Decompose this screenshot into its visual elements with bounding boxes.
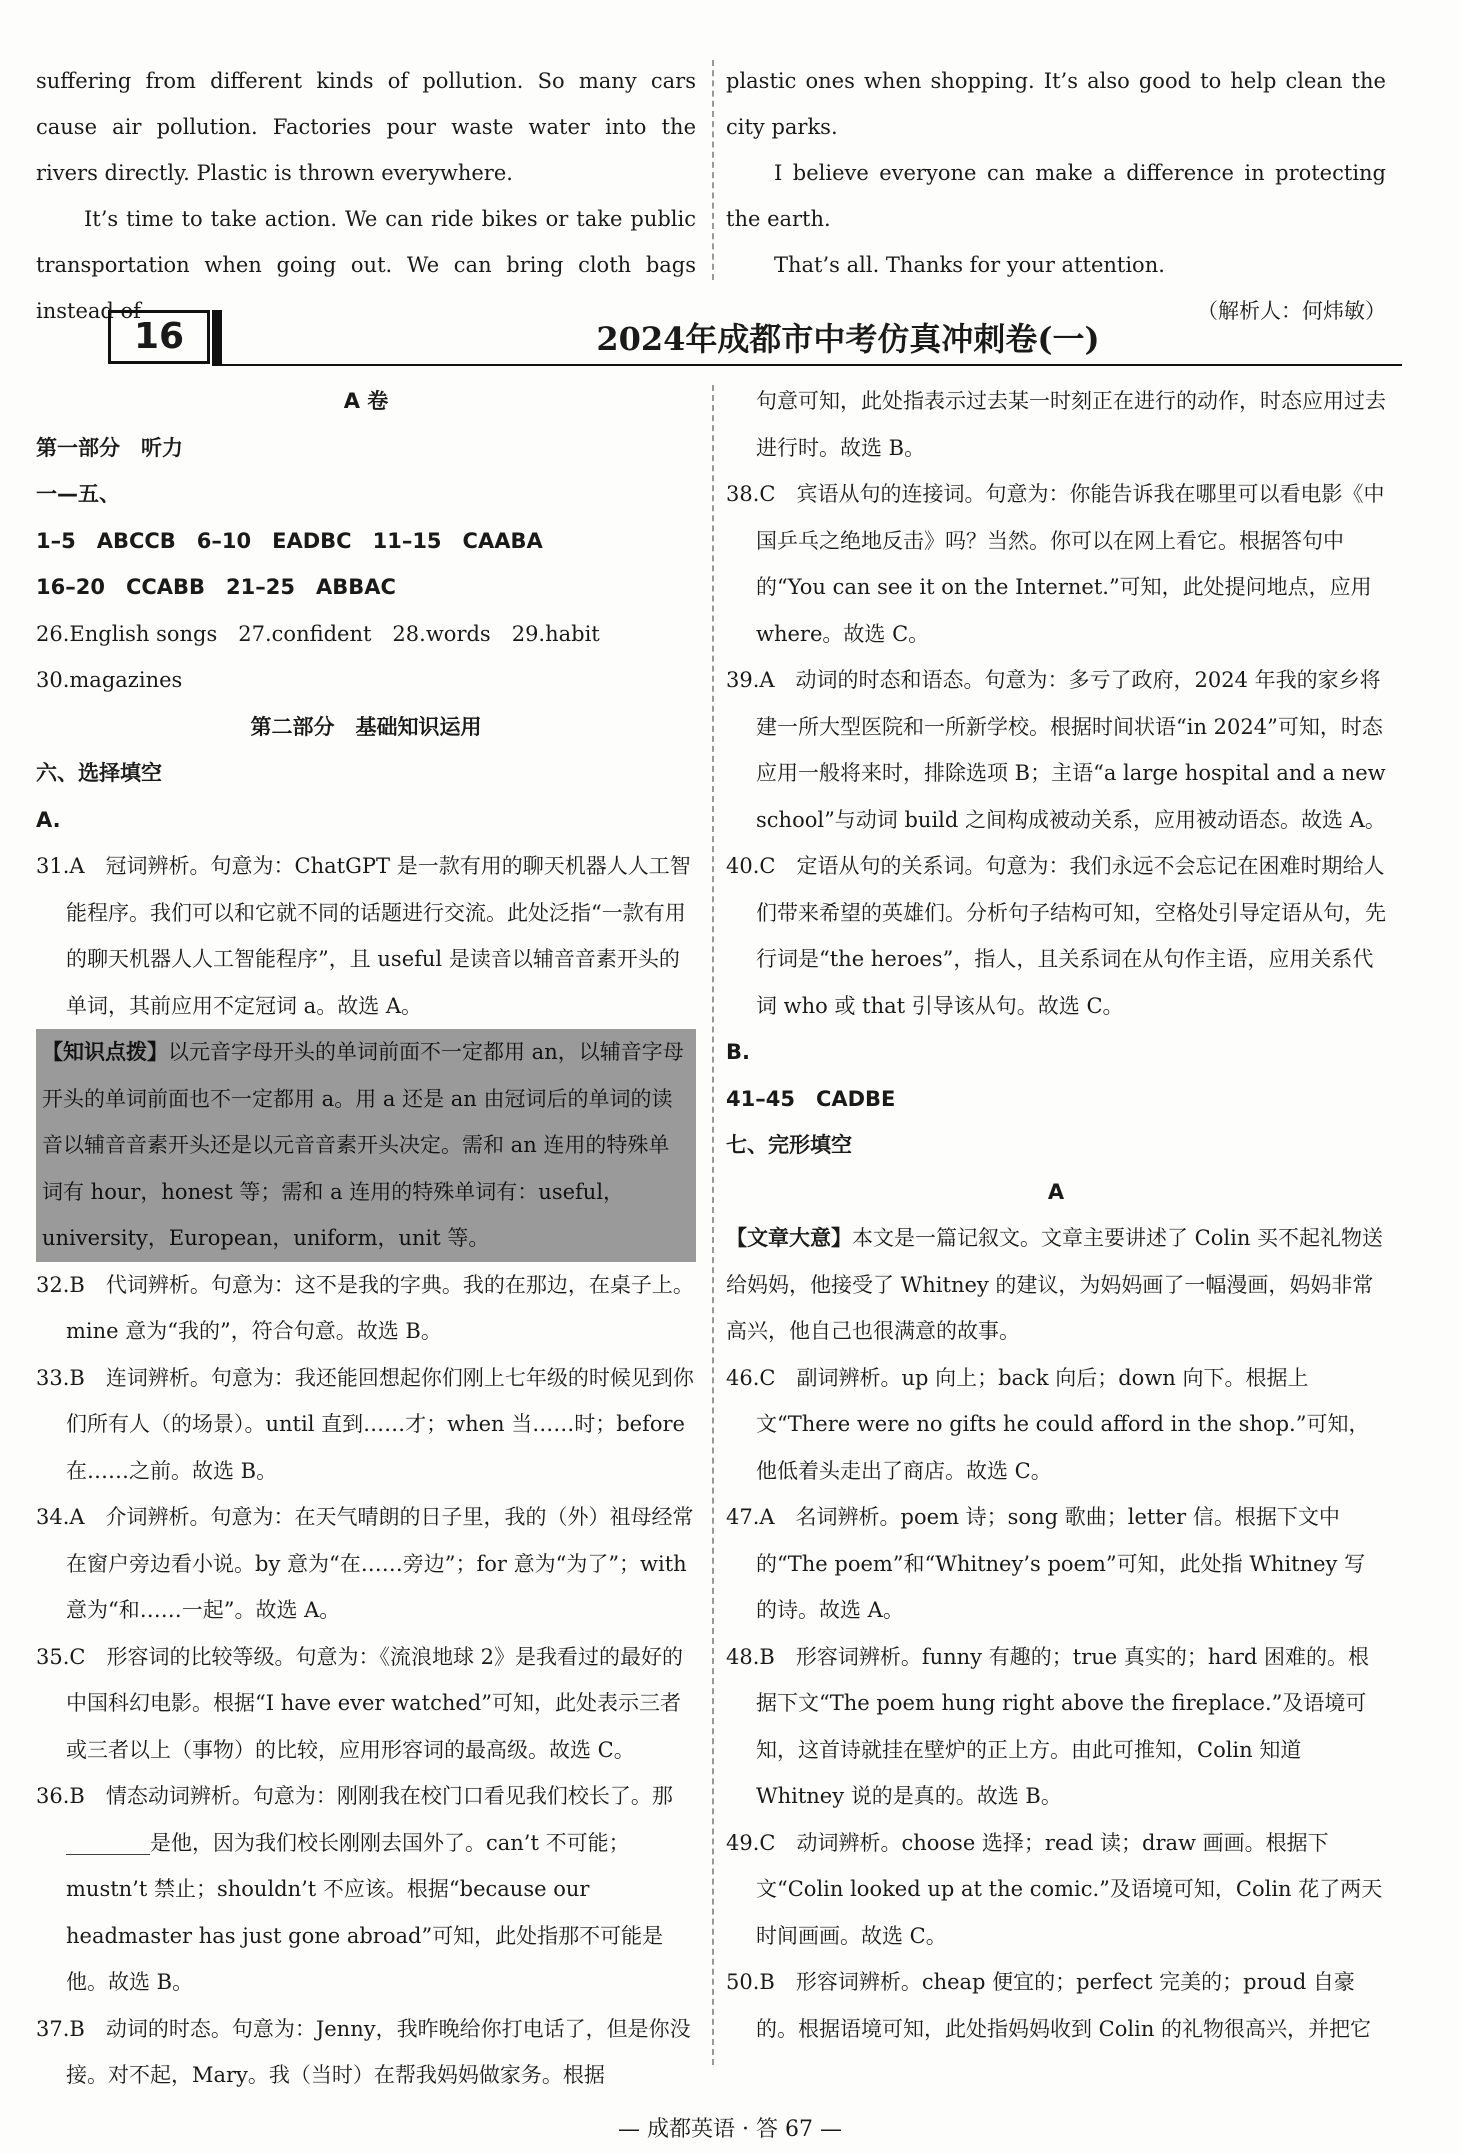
question-explanation: 32.B 代词辨析。句意为：这不是我的字典。我的在那边，在桌子上。mine 意为“我的”，符合句意。故选 B。	[36, 1272, 694, 1343]
question-explanation: 38.C 宾语从句的连接词。句意为：你能告诉我在哪里可以看电影《中国乒乓之绝地反击》吗？当然。你可以在网上看它。根据答句中的“You can see it on the Internet.”可知，此处提问地点，应用 where。故选 C。	[726, 482, 1385, 646]
question-explanation: 34.A 介词辨析。句意为：在天气晴朗的日子里，我的（外）祖母经常在窗户旁边看小说。by 意为“在……旁边”；for 意为“为了”；with 意为“和……一起”。故选 A。	[36, 1505, 694, 1622]
column-divider	[712, 60, 714, 280]
section-banner	[108, 310, 1388, 362]
column-divider	[712, 385, 714, 2065]
tip-text: 以元音字母开头的单词前面不一定都用 an，以辅音字母开头的单词前面也不一定都用 a。用 a 还是 an 由冠词后的单词的读音以辅音音素开头还是以元音音素开头决定。需和 an 连用的特殊单词有 hour，honest 等；需和 a 连用的特殊单词有：useful，university，European，uniform，unit 等。	[42, 1040, 684, 1250]
question-explanation: 36.B 情态动词辨析。句意为：刚刚我在校门口看见我们校长了。那________是他，因为我们校长刚刚去国外了。can’t 不可能；mustn’t 禁止；shouldn’t 不应该。根据“because our headmaster has just gone abroad”可知，此处指那不可能是他。故选 B。	[36, 1784, 673, 1994]
tip-tag: 【知识点拨】	[42, 1039, 168, 1064]
question-explanation: 49.C 动词辨析。choose 选择；read 读；draw 画画。根据下文“Colin looked up at the comic.”及语境可知，Colin 花了两天时间画画。故选 C。	[726, 1830, 1383, 1948]
subsection-heading: A.	[36, 807, 61, 832]
question-explanation: 47.A 名词辨析。poem 诗；song 歌曲；letter 信。根据下文中的“The poem”和“Whitney’s poem”可知，此处指 Whitney 写的诗。故选 A。	[726, 1505, 1366, 1622]
answer-row: 26.English songs 27.confident 28.words 29.habit	[36, 621, 600, 646]
answer-row: 30.magazines	[36, 668, 183, 692]
passage-right	[726, 58, 1386, 334]
question-explanation: 31.A 冠词辨析。句意为：ChatGPT 是一款有用的聊天机器人人工智能程序。我们可以和它就不同的话题进行交流。此处泛指“一款有用的聊天机器人人工智能程序”，且 useful 是读音以辅音音素开头的单词，其前应用不定冠词 a。故选 A。	[36, 854, 691, 1018]
part-heading: 第一部分 听力	[36, 435, 183, 460]
right-column	[726, 378, 1386, 2052]
paragraph: plastic ones when shopping. It’s also good to help clean the city parks.	[726, 69, 1386, 139]
banner-rule	[212, 364, 1402, 366]
range-label: 一—五、	[36, 482, 120, 506]
question-explanation: 46.C 副词辨析。up 向上；back 向后；down 向下。根据上文“There were no gifts he could afford in the shop.”可知，他低着头走出了商店。故选 C。	[726, 1365, 1370, 1483]
question-explanation: 33.B 连词辨析。句意为：我还能回想起你们刚上七年级的时候见到你们所有人（的场景）。until 直到……才；when 当……时；before 在……之前。故选 B。	[36, 1365, 694, 1483]
passage-left	[36, 58, 696, 334]
question-explanation: 35.C 形容词的比较等级。句意为：《流浪地球 2》是我看过的最好的中国科幻电影。根据“I have ever watched”可知，此处表示三者或三者以上（事物）的比较，应用形容词的最高级。故选 C。	[36, 1644, 683, 1762]
gist-text: 本文是一篇记叙文。文章主要讲述了 Colin 买不起礼物送给妈妈，他接受了 Whitney 的建议，为妈妈画了一幅漫画，妈妈非常高兴，他自己也很满意的故事。	[726, 1226, 1384, 1343]
section-title: 2024年成都市中考仿真冲刺卷(一)	[596, 320, 1100, 358]
section-heading: 七、完形填空	[726, 1133, 852, 1157]
answer-row: 1–5 ABCCB 6–10 EADBC 11–15 CAABA	[36, 528, 543, 553]
answer-row: 16–20 CCABB 21–25 ABBAC	[36, 575, 396, 599]
passage-heading: A	[1047, 1179, 1065, 1204]
section-number: 16	[108, 310, 210, 364]
paragraph: It’s time to take action. We can ride bikes or take public transportation when going out. We can bring cloth bags instead of	[36, 207, 696, 323]
left-column	[36, 378, 696, 2099]
banner-bar	[212, 310, 222, 364]
question-explanation: 37.B 动词的时态。句意为：Jenny，我昨晚给你打电话了，但是你没接。对不起，Mary。我（当时）在帮我妈妈做家务。根据	[36, 2016, 691, 2087]
part-heading: 第二部分 基础知识运用	[250, 714, 482, 739]
question-explanation: 句意可知，此处指表示过去某一时刻正在进行的动作，时态应用过去进行时。故选 B。	[756, 389, 1386, 460]
question-explanation: 48.B 形容词辨析。funny 有趣的；true 真实的；hard 困难的。根据下文“The poem hung right above the fireplace.”及语境可知，这首诗就挂在壁炉的正上方。由此可推知，Colin 知道 Whitney 说的是真的。故选 B。	[726, 1644, 1370, 1808]
question-explanation: 40.C 定语从句的关系词。句意为：我们永远不会忘记在困难时期给人们带来希望的英雄们。分析句子结构可知，空格处引导定语从句，先行词是“the heroes”，指人，且关系词在从句作主语，应用关系代词 who 或 that 引导该从句。故选 C。	[726, 854, 1386, 1018]
volume-heading: A 卷	[343, 389, 389, 413]
passage-gist	[726, 1215, 1386, 1355]
page-footer: — 成都英语 · 答 67 —	[618, 2117, 842, 2142]
paragraph: That’s all. Thanks for your attention.	[774, 253, 1165, 277]
question-explanation: 50.B 形容词辨析。cheap 便宜的；perfect 完美的；proud 自豪的。根据语境可知，此处指妈妈收到 Colin 的礼物很高兴，并把它	[726, 1970, 1372, 2041]
question-explanation: 39.A 动词的时态和语态。句意为：多亏了政府，2024 年我的家乡将建一所大型医院和一所新学校。根据时间状语“in 2024”可知，时态应用一般将来时，排除选项 B；主语“a large hospital and a new school”与动词 build 之间构成被动关系，应用被动语态。故选 A。	[726, 668, 1386, 832]
answer-row: 41–45 CADBE	[726, 1086, 896, 1111]
subsection-heading: B.	[726, 1040, 750, 1064]
knowledge-tip	[36, 1029, 696, 1262]
section-heading: 六、选择填空	[36, 761, 162, 785]
paragraph: I believe everyone can make a difference in protecting the earth.	[726, 161, 1386, 231]
gist-tag: 【文章大意】	[726, 1226, 852, 1250]
paragraph: suffering from different kinds of pollution. So many cars cause air pollution. Factories pour waste water into the rivers directly. Plastic is thrown everywhere.	[36, 69, 696, 185]
analyst-credit: （解析人：何炜敏）	[1197, 299, 1386, 323]
